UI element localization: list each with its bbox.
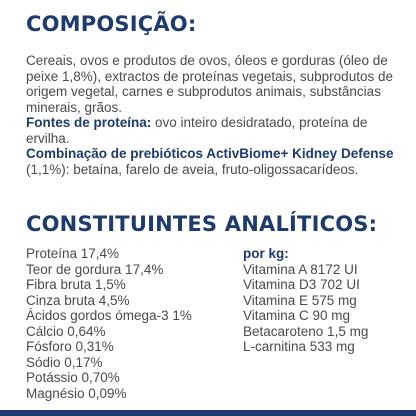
vitamin-item: L-carnitina 533 mg bbox=[243, 339, 355, 354]
constituent-item: Fibra bruta 1,5% bbox=[26, 277, 126, 292]
constituent-item: Ácidos gordos ómega-3 1% bbox=[26, 308, 192, 323]
constituent-item: Teor de gordura 17,4% bbox=[26, 261, 164, 277]
ingredients-text: Cereais, ovos e produtos de ovos, óleos e gorduras (óleo de peixe 1,8%), extractos de proteínas vegetais, subprodutos de origem vegetal, carnes e subprodutos animais, substâncias minerais, grãos. bbox=[26, 53, 393, 115]
vitamin-item: Betacaroteno 1,5 mg bbox=[243, 323, 369, 339]
prebiotics bbox=[26, 146, 406, 177]
constituents-list bbox=[26, 246, 226, 401]
constituent-item: Proteína 17,4% bbox=[26, 246, 120, 261]
composition-body bbox=[26, 53, 406, 177]
composition-title: COMPOSIÇÃO: bbox=[26, 12, 197, 36]
vitamins-list bbox=[243, 246, 413, 355]
vitamin-item: Vitamina D3 702 UI bbox=[243, 277, 360, 292]
vitamin-item: Vitamina A 8172 UI bbox=[243, 261, 358, 277]
constituent-item: Cinza bruta 4,5% bbox=[26, 292, 130, 308]
protein-sources-label: Fontes de proteína: bbox=[26, 115, 152, 130]
per-kg-label: por kg: bbox=[243, 246, 289, 261]
prebiotics-text: (1,1%): betaína, farelo de aveia, fruto-oligossacarídeos. bbox=[26, 161, 359, 177]
constituent-item: Cálcio 0,64% bbox=[26, 323, 106, 339]
protein-sources bbox=[26, 115, 406, 146]
constituent-item: Magnésio 0,09% bbox=[26, 385, 127, 401]
constituent-item: Sódio 0,17% bbox=[26, 354, 103, 370]
protein-sources-text: ovo inteiro desidratado, proteína de ervilha. bbox=[26, 115, 368, 146]
vitamin-item: Vitamina E 575 mg bbox=[243, 292, 357, 308]
vitamin-item: Vitamina C 90 mg bbox=[243, 308, 351, 323]
prebiotics-label: Combinação de prebióticos ActivBiome+ Kidney Defense bbox=[26, 146, 394, 161]
constituent-item: Fósforo 0,31% bbox=[26, 339, 114, 354]
bottom-accent-bar bbox=[0, 410, 416, 416]
constituent-item: Potássio 0,70% bbox=[26, 370, 120, 385]
analytics-title: CONSTITUINTES ANALÍTICOS: bbox=[26, 212, 378, 236]
